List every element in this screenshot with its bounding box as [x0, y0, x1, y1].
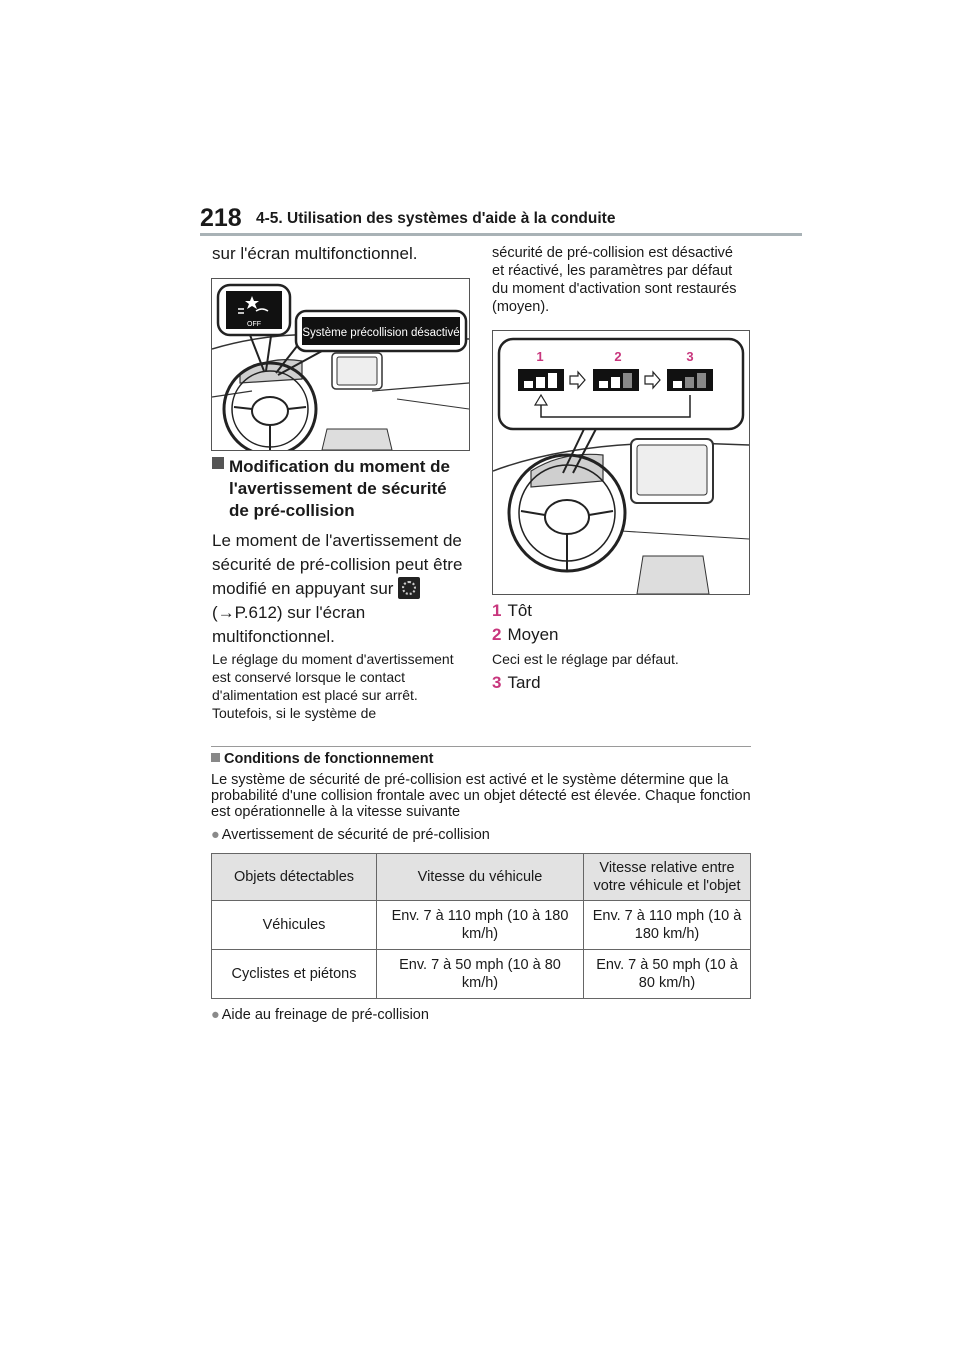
table-header-cell: Vitesse du véhicule — [377, 854, 584, 901]
table-row — [212, 950, 751, 999]
table-header-cell: Objets détectables — [212, 854, 377, 901]
table-cell: Env. 7 à 50 mph (10 à 80 km/h) — [584, 950, 751, 999]
page-number: 218 — [200, 204, 242, 232]
section-square-icon — [211, 753, 220, 762]
intro-text: sur l'écran multifonctionnel. — [212, 244, 418, 263]
table-header-cell: Vitesse relative entre votre véhicule et l'objet — [584, 854, 751, 901]
list-item-early: 1 Tôt — [492, 601, 533, 620]
speed-table — [211, 853, 751, 999]
table-cell: Cyclistes et piétons — [212, 950, 377, 999]
bullet-icon: ● — [211, 827, 220, 843]
table-cell: Env. 7 à 110 mph (10 à 180 km/h) — [377, 901, 584, 950]
bullet-icon: ● — [211, 1007, 220, 1023]
section-square-icon — [212, 457, 224, 469]
conditions-heading: Conditions de fonctionnement — [211, 750, 433, 768]
step-number-2: 2 — [614, 349, 622, 364]
table-row — [212, 901, 751, 950]
table-cell: Env. 7 à 110 mph (10 à 180 km/h) — [584, 901, 751, 950]
speed-table-wrapper — [211, 853, 751, 999]
table-cell: Env. 7 à 50 mph (10 à 80 km/h) — [377, 950, 584, 999]
table-cell: Véhicules — [212, 901, 377, 950]
bullet-braking: ● Aide au freinage de pré-collision — [211, 1007, 429, 1023]
section-divider — [211, 746, 751, 747]
table-header-row — [212, 854, 751, 901]
step-number-3: 3 — [686, 349, 694, 364]
default-setting-note: Ceci est le réglage par défaut. — [492, 651, 679, 667]
bullet-warning: ● Avertissement de sécurité de pré-collision — [211, 827, 490, 843]
timing-level-late-icon — [667, 369, 713, 391]
note-text: Le réglage du moment d'avertissement est conservé lorsque le contact d'alimentation est placé sur arrêt. Toutefois, si le système de — [212, 651, 454, 721]
dashboard-illustration-2 — [493, 331, 749, 594]
section-heading: Modification du moment de l'avertissement de sécurité de pré-collision — [212, 456, 468, 522]
dashboard-illustration-1 — [212, 279, 469, 450]
figure-precollision-off — [211, 278, 470, 451]
paragraph-timing: Le moment de l'avertissement de sécurité de pré-collision peut être modifié en appuyant sur (→P.612) sur l'écran multifonctionnel. — [212, 531, 463, 646]
list-item-late: 3 Tard — [492, 673, 541, 692]
step-number-1: 1 — [536, 349, 544, 364]
figure-timing-selection — [492, 330, 750, 595]
conditions-body: Le système de sécurité de pré-collision est activé et le système détermine que la probabilité d'une collision frontale avec un objet détecté est élevée. Chaque fonction est opérationnelle à la vitesse suivante — [211, 772, 751, 820]
continued-text: sécurité de pré-collision est désactivé et réactivé, les paramètres par défaut du moment d'activation sont restaurés (moyen). — [492, 245, 737, 315]
off-icon-text: OFF — [247, 321, 261, 328]
settings-gear-icon — [398, 577, 420, 599]
list-item-medium: 2 Moyen — [492, 625, 559, 644]
chapter-title: 4-5. Utilisation des systèmes d'aide à la conduite — [256, 210, 616, 227]
timing-level-early-icon — [518, 369, 564, 391]
precollision-off-label: Système précollision désactivé — [302, 327, 460, 339]
timing-level-medium-icon — [593, 369, 639, 391]
header-rule — [200, 233, 802, 236]
